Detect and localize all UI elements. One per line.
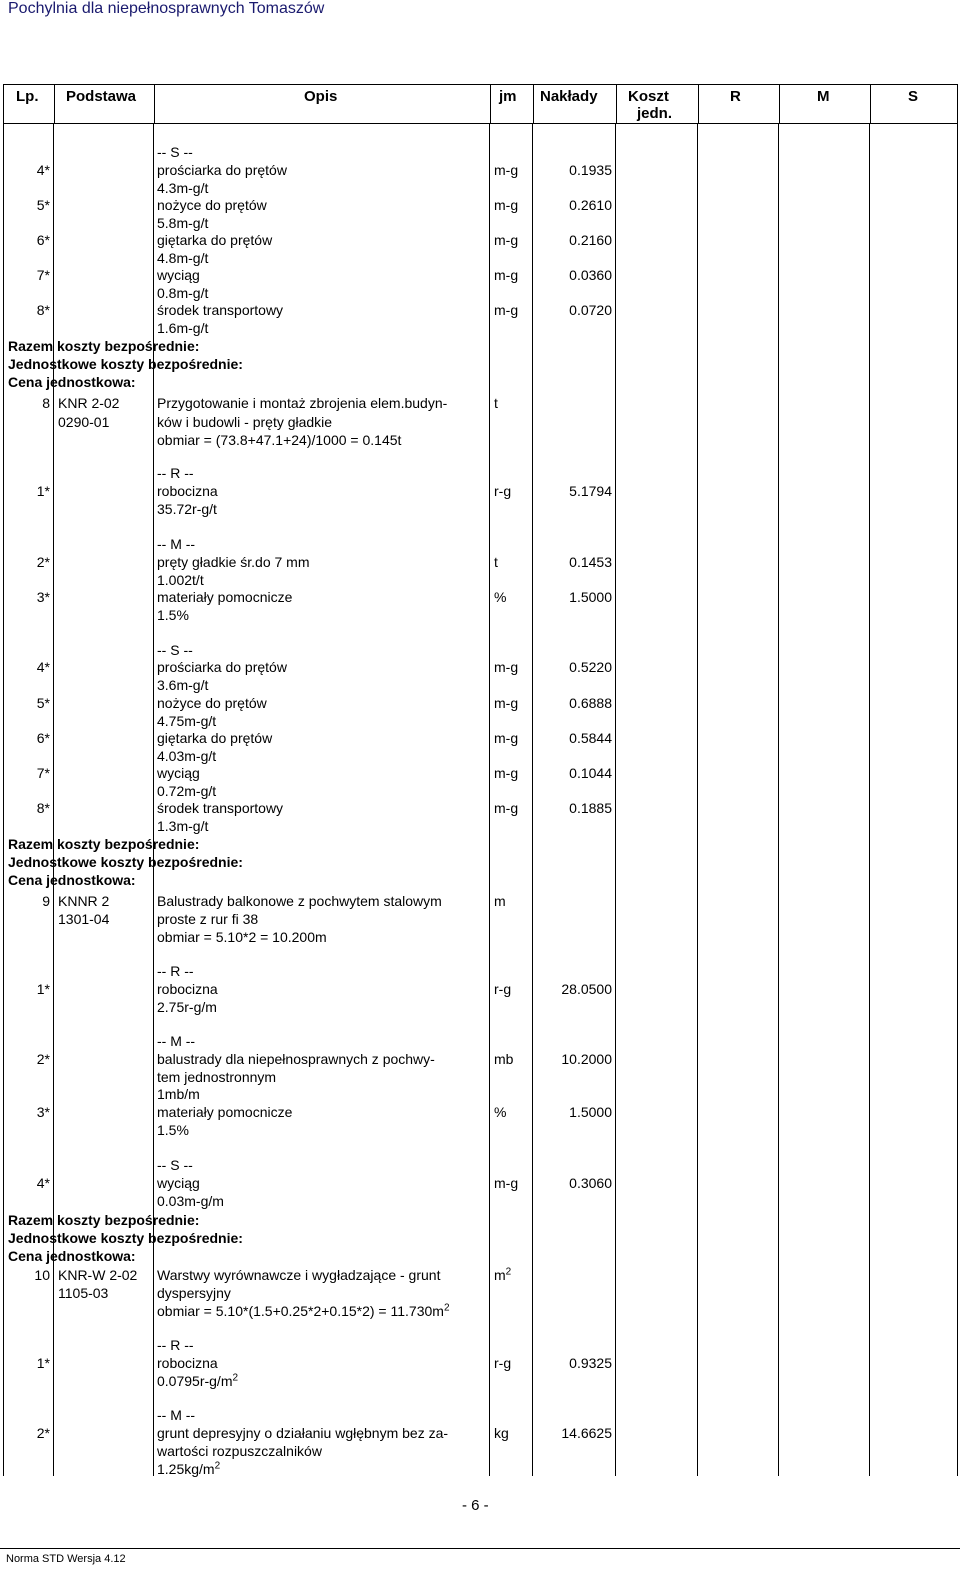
row-jm: m-g (494, 232, 519, 248)
row-value: 1.5000 (569, 589, 612, 605)
row-jm: kg (494, 1425, 509, 1441)
row-name: nożyce do prętów (157, 197, 267, 213)
summary-cena: Cena jednostkowa: (8, 1248, 136, 1264)
section-r: -- R -- (157, 963, 194, 979)
row-lp: 2* (36, 1425, 50, 1441)
header-r: R (730, 88, 741, 105)
summary-cena: Cena jednostkowa: (8, 872, 136, 888)
row-value: 0.1044 (569, 765, 612, 781)
row-name: środek transportowy (157, 302, 284, 318)
row-value: 0.0360 (569, 267, 612, 283)
header-koszt: Koszt (628, 88, 669, 105)
summary-cena: Cena jednostkowa: (8, 374, 136, 390)
obmiar-text: obmiar = 5.10*(1.5+0.25*2+0.15*2) = 11.730m (157, 1303, 444, 1319)
section-s: -- S -- (157, 642, 193, 658)
row-value: 0.1935 (569, 162, 612, 178)
row-value: 5.1794 (569, 483, 612, 499)
row-norm: 4.3m-g/t (157, 180, 209, 196)
row-name: wyciąg (157, 267, 200, 283)
summary-razem: Razem koszty bezpośrednie: (8, 1212, 200, 1228)
row-jm: m-g (494, 1175, 519, 1191)
row-norm: 4.75m-g/t (157, 713, 217, 729)
row-lp: 4* (36, 162, 50, 178)
row-lp: 6* (36, 730, 50, 746)
row-name: prościarka do prętów (157, 162, 287, 178)
page-title: Pochylnia dla niepełnosprawnych Tomaszów (8, 0, 325, 17)
row-name-cont: tem jednostronnym (157, 1069, 277, 1085)
row-value: 0.0720 (569, 302, 612, 318)
row-name: robocizna (157, 981, 218, 997)
position-basis: KNNR 2 (58, 893, 110, 909)
row-lp: 7* (36, 765, 50, 781)
row-jm: r-g (494, 981, 512, 997)
section-m: -- M -- (157, 1407, 196, 1423)
header-s: S (908, 88, 919, 105)
row-norm: 4.03m-g/t (157, 748, 217, 764)
position-description: Balustrady balkonowe z pochwytem stalowym (157, 893, 442, 909)
footer-text: Norma STD Wersja 4.12 (6, 1553, 126, 1565)
row-lp: 4* (36, 1175, 50, 1191)
row-name: balustrady dla niepełnosprawnych z pochwy- (157, 1051, 435, 1067)
row-name: prościarka do prętów (157, 659, 287, 675)
position-number: 9 (42, 893, 50, 909)
row-value: 0.5220 (569, 659, 612, 675)
footer-divider (0, 1548, 960, 1549)
summary-razem: Razem koszty bezpośrednie: (8, 836, 200, 852)
header-lp: Lp. (16, 88, 39, 105)
row-norm: 1.002t/t (157, 572, 204, 588)
section-s: -- S -- (157, 1157, 193, 1173)
section-m: -- M -- (157, 536, 196, 552)
header-m: M (817, 88, 830, 105)
row-norm: 0.72m-g/t (157, 783, 217, 799)
position-basis-code: 1105-03 (58, 1285, 109, 1301)
row-lp: 5* (36, 197, 50, 213)
row-value: 0.2160 (569, 232, 612, 248)
row-lp: 1* (36, 981, 50, 997)
row-name: materiały pomocnicze (157, 589, 293, 605)
row-jm: m-g (494, 302, 519, 318)
row-norm: 1.5% (157, 1122, 189, 1138)
row-name: robocizna (157, 483, 218, 499)
row-jm: m-g (494, 197, 519, 213)
row-name: robocizna (157, 1355, 218, 1371)
row-norm: 4.8m-g/t (157, 250, 209, 266)
section-r: -- R -- (157, 465, 194, 481)
row-lp: 2* (36, 1051, 50, 1067)
row-name: nożyce do prętów (157, 695, 267, 711)
row-jm: % (494, 589, 507, 605)
row-value: 0.6888 (569, 695, 612, 711)
row-jm: t (494, 554, 498, 570)
position-obmiar: obmiar = (73.8+47.1+24)/1000 = 0.145t (157, 432, 402, 448)
row-jm: m-g (494, 659, 519, 675)
row-norm (157, 1461, 220, 1477)
position-description: proste z rur fi 38 (157, 911, 259, 927)
position-obmiar: obmiar = 5.10*2 = 10.200m (157, 929, 327, 945)
row-name: wyciąg (157, 1175, 200, 1191)
header-jm: jm (499, 88, 517, 105)
row-name: środek transportowy (157, 800, 284, 816)
row-name: grunt depresyjny o działaniu wgłębnym bez za- (157, 1425, 449, 1441)
row-value: 10.2000 (561, 1051, 612, 1067)
row-name: giętarka do prętów (157, 232, 273, 248)
row-lp: 8* (36, 800, 50, 816)
row-lp: 5* (36, 695, 50, 711)
position-basis-code: 1301-04 (58, 911, 110, 927)
position-number: 10 (34, 1267, 50, 1283)
row-value: 1.5000 (569, 1104, 612, 1120)
row-lp: 6* (36, 232, 50, 248)
position-obmiar (157, 1303, 450, 1319)
row-jm: m-g (494, 267, 519, 283)
summary-jednostkowe: Jednostkowe koszty bezpośrednie: (8, 356, 243, 372)
position-basis: KNR 2-02 (58, 395, 120, 411)
row-value: 14.6625 (561, 1425, 612, 1441)
row-value: 0.1885 (569, 800, 612, 816)
position-unit (494, 1267, 511, 1283)
row-value: 0.5844 (569, 730, 612, 746)
header-koszt-jedn: jedn. (637, 105, 673, 122)
position-description: dyspersyjny (157, 1285, 231, 1301)
row-value: 0.3060 (569, 1175, 612, 1191)
row-norm: 2.75r-g/m (157, 999, 217, 1015)
position-basis: KNR-W 2-02 (58, 1267, 138, 1283)
row-value: 0.1453 (569, 554, 612, 570)
row-norm: 1mb/m (157, 1086, 200, 1102)
row-jm: % (494, 1104, 507, 1120)
row-jm: r-g (494, 483, 512, 499)
summary-jednostkowe: Jednostkowe koszty bezpośrednie: (8, 1230, 243, 1246)
position-description: Warstwy wyrównawcze i wygładzające - grunt (157, 1267, 441, 1283)
row-norm: 3.6m-g/t (157, 677, 209, 693)
row-norm: 0.03m-g/m (157, 1193, 224, 1209)
row-jm: m-g (494, 162, 519, 178)
row-name: giętarka do prętów (157, 730, 273, 746)
header-opis: Opis (304, 88, 338, 105)
row-lp: 1* (36, 1355, 50, 1371)
row-value: 0.9325 (569, 1355, 612, 1371)
row-norm: 0.8m-g/t (157, 285, 209, 301)
section-s: -- S -- (157, 144, 193, 160)
row-lp: 4* (36, 659, 50, 675)
row-jm: m-g (494, 765, 519, 781)
page-number: - 6 - (462, 1497, 489, 1514)
superscript: 2 (443, 1302, 450, 1314)
row-norm: 5.8m-g/t (157, 215, 209, 231)
row-norm: 35.72r-g/t (157, 501, 217, 517)
header-naklady: Nakłady (540, 88, 598, 105)
norm-text: 1.25kg/m (157, 1461, 215, 1477)
norm-text: 0.0795r-g/m (157, 1373, 233, 1389)
header-podstawa: Podstawa (66, 88, 137, 105)
position-description: Przygotowanie i montaż zbrojenia elem.budyn- (157, 395, 448, 411)
row-norm: 1.3m-g/t (157, 818, 209, 834)
row-name: pręty gładkie śr.do 7 mm (157, 554, 310, 570)
unit-text: m (494, 1267, 506, 1283)
row-name: wyciąg (157, 765, 200, 781)
row-jm: m-g (494, 695, 519, 711)
row-lp: 2* (36, 554, 50, 570)
row-value: 0.2610 (569, 197, 612, 213)
row-norm: 1.6m-g/t (157, 320, 209, 336)
row-jm: mb (494, 1051, 514, 1067)
position-basis-code: 0290-01 (58, 414, 110, 430)
summary-razem: Razem koszty bezpośrednie: (8, 338, 200, 354)
row-jm: r-g (494, 1355, 512, 1371)
position-unit: t (494, 395, 498, 411)
superscript: 2 (214, 1460, 221, 1472)
row-lp: 3* (36, 589, 50, 605)
position-description: ków i budowli - pręty gładkie (157, 414, 333, 430)
row-lp: 7* (36, 267, 50, 283)
row-jm: m-g (494, 730, 519, 746)
position-unit: m (494, 893, 506, 909)
row-value: 28.0500 (561, 981, 612, 997)
row-name: materiały pomocnicze (157, 1104, 293, 1120)
row-name-cont: wartości rozpuszczalników (157, 1443, 322, 1459)
row-jm: m-g (494, 800, 519, 816)
position-number: 8 (42, 395, 50, 411)
row-norm: 1.5% (157, 607, 189, 623)
section-r: -- R -- (157, 1337, 194, 1353)
summary-jednostkowe: Jednostkowe koszty bezpośrednie: (8, 854, 243, 870)
row-lp: 3* (36, 1104, 50, 1120)
row-lp: 1* (36, 483, 50, 499)
table-header (3, 84, 958, 124)
section-m: -- M -- (157, 1033, 196, 1049)
superscript: 2 (232, 1372, 239, 1384)
row-lp: 8* (36, 302, 50, 318)
row-norm (157, 1373, 238, 1389)
superscript: 2 (505, 1266, 512, 1278)
